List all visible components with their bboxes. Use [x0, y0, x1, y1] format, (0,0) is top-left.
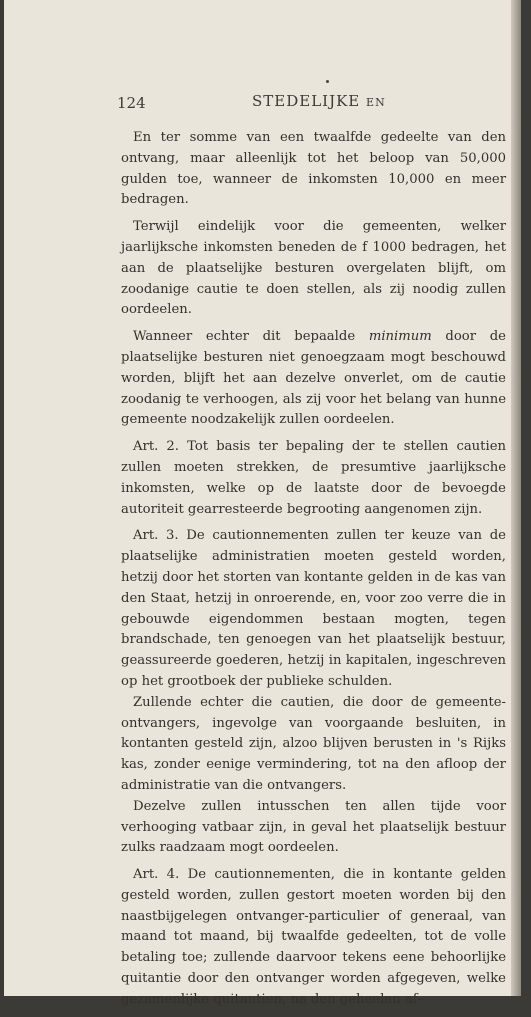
running-title — [252, 92, 386, 110]
paragraph-dezelve: Dezelve zullen intusschen ten allen tijde voor verhooging vatbaar zijn, in geval het plaatselijk bestuur zulks raadzaam mogt oordeelen. — [121, 798, 506, 856]
running-title-suffix: EN — [366, 96, 386, 109]
book-page — [4, 0, 521, 1007]
paragraph-art-2: Art. 2. Tot basis ter bepaling der te stellen cautien zullen moeten strekken, de presumtive jaarlijksche inkomsten, welke op de laatste door de bevoegde autoriteit gearresteerde begrooting aangenomen zijn. — [121, 439, 506, 517]
paragraph-art-3: Art. 3. De cautionnementen zullen ter keuze van de plaatselijke administratien moeten gesteld worden, hetzij door het storten van kontante gelden in de kas van den Staat, hetzij in onroerende, en, voor zoo verre die in gebouwde eigendommen bestaan mogten, tegen brandschade, ten genoegen van het plaatselijk bestuur, geassureerde goederen, hetzij in kapitalen, ingeschreven op het grootboek der publieke schulden. — [121, 528, 506, 689]
paragraph-somme: En ter somme van een twaalfde gedeelte van den ontvang, maar alleenlijk tot het beloop van 50,000 gulden toe, wanneer de inkomsten 10,000 en meer bedragen. — [121, 130, 506, 208]
emphasis-minimum: minimum — [368, 329, 432, 345]
body-text — [121, 128, 506, 1017]
page-header — [117, 92, 497, 116]
page-spine-shadow — [511, 0, 521, 996]
paragraph-terwijl: Terwijl eindelijk voor die gemeenten, welker jaarlijksche inkomsten beneden de f 1000 bedragen, het aan de plaatselijke besturen overgelaten blijft, om zoodanige cautie te doen stellen, als zij noodig zullen oordeelen. — [121, 219, 506, 318]
paragraph-wanneer — [121, 327, 506, 431]
paragraph-zullende: Zullende echter die cautien, die door de gemeente-ontvangers, ingevolge van voorgaande besluiten, in kontanten gesteld zijn, alzoo blijven berusten in 's Rijks kas, zonder eenige vermindering, tot na den afloop der administratie van die ontvangers. — [121, 694, 506, 793]
paragraph-wanneer-pre: Wanneer echter dit bepaalde — [133, 329, 369, 345]
paragraph-art-4: Art. 4. De cautionnementen, die in kontante gelden gesteld worden, zullen gestort moeten worden bij den naastbijgelegen ontvanger-particulier of generaal, van maand tot maand, bij twaalfde gedeelten, tot de volle betaling toe; zullende daarvoor tekens eene behoorlijke quitantie door den ontvanger worden afgegeven, welke gezamenlijke quitantien, na den geheelen af- — [121, 867, 506, 1007]
running-title-main: STEDELIJKE — [252, 92, 361, 110]
page-number: 124 — [117, 94, 146, 112]
paragraph-wanneer-post: door de plaatselijke besturen niet genoegzaam mogt beschouwd worden, blijft het aan dezelve onverlet, om de cautie zoodanig te verhoogen, als zij voor het belang van hunne gemeente noodzakelijk zullen oordeelen. — [121, 329, 506, 428]
ink-dot — [326, 80, 329, 83]
